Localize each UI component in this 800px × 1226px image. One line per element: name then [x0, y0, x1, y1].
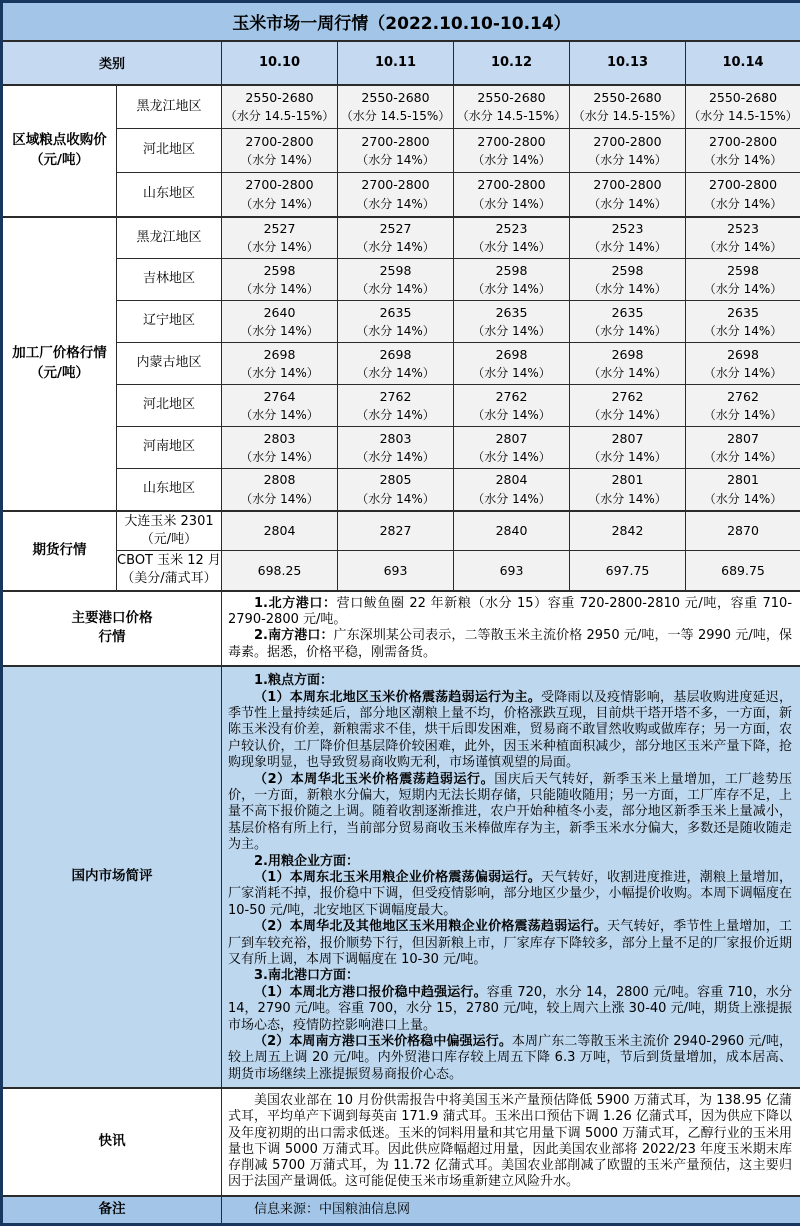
price-cell	[338, 217, 454, 259]
paragraph: 1.北方港口：营口鲅鱼圈 22 年新粮（水分 15）容重 720-2800-2810 元/吨，容重 710-2790-2800 元/吨。	[228, 596, 792, 629]
price-cell	[222, 259, 338, 301]
price-value: 2550-2680	[686, 88, 800, 107]
price-cell	[338, 551, 454, 591]
region-label	[117, 301, 222, 343]
price-cell	[570, 427, 686, 469]
moisture-note: （水分 14%）	[570, 364, 685, 383]
price-cell	[222, 217, 338, 259]
price-cell	[454, 511, 570, 551]
price-value: 2840	[454, 521, 569, 540]
remark-content	[222, 1196, 800, 1225]
region-label-line: 山东地区	[117, 185, 221, 203]
price-value: 693	[454, 561, 569, 580]
ports-section-label	[2, 591, 222, 667]
paragraph: 1.粮点方面：	[228, 673, 792, 689]
price-cell	[570, 385, 686, 427]
price-value: 2635	[454, 303, 569, 322]
price-value: 2698	[454, 345, 569, 364]
price-value: 2804	[222, 521, 337, 540]
section-label-line: 期货行情	[3, 541, 116, 561]
moisture-note: （水分 14%）	[338, 406, 453, 425]
region-label	[117, 259, 222, 301]
column-header-category: 类别	[2, 41, 222, 85]
price-cell	[686, 343, 800, 385]
price-cell	[222, 343, 338, 385]
moisture-note: （水分 14%）	[686, 364, 800, 383]
price-value: 2762	[338, 387, 453, 406]
price-cell	[686, 259, 800, 301]
news-flash-row	[2, 1088, 800, 1195]
section-label-line: 国内市场简评	[3, 867, 221, 887]
price-value: 2842	[570, 521, 685, 540]
price-value: 2808	[222, 470, 337, 489]
price-value: 698.25	[222, 561, 337, 580]
price-value: 2598	[570, 261, 685, 280]
price-cell	[454, 343, 570, 385]
paragraph: 美国农业部在 10 月份供需报告中将美国玉米产量预估降低 5900 万蒲式耳，为 138.95 亿蒲式耳，平均单产下调到每英亩 171.9 蒲式耳。玉米出口预估下调 1.26 亿蒲式耳，因为供应下降以及年度初期的出口需求低迷。玉米的饲料用量和其它用量下调 5000 万蒲式耳，乙醇行业的玉米用量也下调 5000 万蒲式耳。因此供应降幅超过用量，因此美国农业部将 2022/23 年度玉米期末库存削减 5700 万蒲式耳，为 11.72 亿蒲式耳。美国农业部削减了欧盟的玉米产量预估，这主要归因于法国产量调低。这可能促使玉米市场重新建立风险升水。	[228, 1093, 792, 1190]
region-label	[117, 511, 222, 551]
price-value: 2807	[570, 429, 685, 448]
paragraph: （1）本周东北玉米用粮企业价格震荡偏弱运行。天气转好，收割进度推进，潮粮上量增加，厂家消耗不掉，报价稳中下调，但受疫情影响，部分地区少量少，小幅提价收购。本周下调幅度在 10-50 元/吨，北安地区下调幅度最大。	[228, 870, 792, 919]
price-cell	[570, 551, 686, 591]
moisture-note: （水分 14%）	[686, 238, 800, 257]
price-cell	[686, 129, 800, 173]
section-label	[2, 511, 117, 591]
ports-price-row	[2, 591, 800, 667]
paragraph: （2）本周南方港口玉米价格稳中偏强运行。本周广东二等散玉米主流价 2940-2960 元/吨，较上周五上调 20 元/吨。内外贸港口库存较上周五下降 6.3 万吨，节后到货量增加，成本居高、期货市场继续上涨提振贸易商报价心态。	[228, 1034, 792, 1083]
price-cell	[338, 85, 454, 129]
price-cell	[338, 129, 454, 173]
moisture-note: （水分 14%）	[338, 195, 453, 214]
moisture-note: （水分 14%）	[570, 406, 685, 425]
moisture-note: （水分 14%）	[222, 448, 337, 467]
price-cell	[454, 469, 570, 511]
price-cell	[686, 551, 800, 591]
column-header-row	[2, 41, 800, 85]
moisture-note: （水分 14%）	[570, 322, 685, 341]
price-cell	[686, 217, 800, 259]
price-value: 2550-2680	[338, 88, 453, 107]
moisture-note: （水分 14.5-15%）	[570, 107, 685, 126]
price-cell	[454, 385, 570, 427]
price-cell	[338, 511, 454, 551]
region-label-line: 山东地区	[117, 480, 221, 498]
moisture-note: （水分 14%）	[454, 322, 569, 341]
price-value: 2527	[338, 219, 453, 238]
region-label	[117, 385, 222, 427]
price-cell	[686, 469, 800, 511]
price-cell	[222, 511, 338, 551]
price-cell	[686, 301, 800, 343]
price-value: 2598	[454, 261, 569, 280]
moisture-note: （水分 14%）	[454, 490, 569, 509]
price-cell	[570, 259, 686, 301]
moisture-note: （水分 14%）	[222, 238, 337, 257]
price-cell	[222, 129, 338, 173]
news-content	[222, 1088, 800, 1195]
region-label-line: 内蒙古地区	[117, 354, 221, 372]
price-cell	[686, 511, 800, 551]
price-table-row	[2, 85, 800, 129]
price-value: 2807	[686, 429, 800, 448]
price-cell	[570, 129, 686, 173]
moisture-note: （水分 14%）	[686, 195, 800, 214]
price-cell	[454, 129, 570, 173]
price-value: 2801	[686, 470, 800, 489]
region-label	[117, 173, 222, 217]
paragraph: （1）本周东北地区玉米价格震荡趋弱运行为主。受降雨以及疫情影响，基层收购进度延迟，季节性上量持续延后，部分地区潮粮上量不均，价格涨跌互现，目前烘干塔开塔不多，一方面，新陈玉米没有价差，新粮需求不佳，烘干后即发困难，贸易商不敢冒然收购或做库存；另一方面，农户较认价，工厂降价但基层降价较困难，此外，因玉米种植面积减少，部分地区玉米产量下降，抢购现象明显，也导致贸易商收购无利，市场谨慎观望的局面。	[228, 690, 792, 772]
moisture-note: （水分 14%）	[686, 406, 800, 425]
paragraph: 信息来源：中国粮油信息网	[228, 1202, 792, 1218]
region-label-line: （美分/蒲式耳）	[117, 570, 221, 588]
price-cell	[222, 427, 338, 469]
price-value: 2807	[454, 429, 569, 448]
price-value: 2804	[454, 470, 569, 489]
region-label	[117, 129, 222, 173]
moisture-note: （水分 14%）	[338, 448, 453, 467]
moisture-note: （水分 14.5-15%）	[454, 107, 569, 126]
price-cell	[570, 85, 686, 129]
price-table-row	[2, 551, 800, 591]
section-label	[2, 85, 117, 217]
region-label-line: 河南地区	[117, 438, 221, 456]
section-label-line: 主要港口价格	[3, 609, 221, 629]
price-value: 2870	[686, 521, 800, 540]
price-value: 2803	[222, 429, 337, 448]
price-cell	[454, 217, 570, 259]
price-value: 2762	[570, 387, 685, 406]
moisture-note: （水分 14%）	[686, 322, 800, 341]
price-value: 2640	[222, 303, 337, 322]
price-table-row	[2, 301, 800, 343]
section-label-line: 行情	[3, 628, 221, 648]
section-label	[2, 217, 117, 511]
paragraph: 2.南方港口：广东深圳某公司表示，二等散玉米主流价格 2950 元/吨，一等 2990 元/吨，保毒素。据悉，价格平稳，刚需备货。	[228, 628, 792, 661]
moisture-note: （水分 14%）	[570, 448, 685, 467]
price-table-row	[2, 129, 800, 173]
price-cell	[338, 301, 454, 343]
region-label-line: 辽宁地区	[117, 312, 221, 330]
price-table-row	[2, 469, 800, 511]
price-cell	[222, 173, 338, 217]
price-cell	[338, 173, 454, 217]
price-cell	[570, 343, 686, 385]
moisture-note: （水分 14%）	[338, 151, 453, 170]
moisture-note: （水分 14%）	[222, 406, 337, 425]
price-cell	[222, 551, 338, 591]
price-cell	[222, 301, 338, 343]
price-value: 697.75	[570, 561, 685, 580]
price-table-row	[2, 385, 800, 427]
moisture-note: （水分 14%）	[686, 490, 800, 509]
price-cell	[570, 173, 686, 217]
region-label-line: （元/吨）	[117, 531, 221, 549]
remark-row	[2, 1196, 800, 1225]
price-cell	[686, 385, 800, 427]
price-table-row	[2, 427, 800, 469]
moisture-note: （水分 14.5-15%）	[222, 107, 337, 126]
price-table-row	[2, 511, 800, 551]
price-value: 2827	[338, 521, 453, 540]
price-cell	[454, 85, 570, 129]
region-label	[117, 427, 222, 469]
region-label	[117, 343, 222, 385]
paragraph: （2）本周华北及其他地区玉米用粮企业价格震荡趋弱运行。天气转好，季节性上量增加，工厂到车较充裕，报价顺势下行，但因新粮上市，厂家库存下降较多，部分上量不足的厂家报价近期又有所上调，本周下调幅度在 10-30 元/吨。	[228, 919, 792, 968]
price-value: 2762	[686, 387, 800, 406]
price-table-row	[2, 217, 800, 259]
column-header-date-3: 10.12	[454, 41, 570, 85]
moisture-note: （水分 14%）	[222, 364, 337, 383]
moisture-note: （水分 14%）	[338, 364, 453, 383]
moisture-note: （水分 14%）	[338, 490, 453, 509]
domestic-market-review-row	[2, 666, 800, 1088]
news-section-label	[2, 1088, 222, 1195]
price-value: 2523	[454, 219, 569, 238]
moisture-note: （水分 14%）	[570, 238, 685, 257]
moisture-note: （水分 14%）	[686, 448, 800, 467]
moisture-note: （水分 14%）	[222, 151, 337, 170]
price-cell	[570, 301, 686, 343]
price-cell	[570, 217, 686, 259]
price-cell	[570, 469, 686, 511]
moisture-note: （水分 14%）	[570, 151, 685, 170]
price-value: 2764	[222, 387, 337, 406]
price-value: 2700-2800	[570, 175, 685, 194]
price-cell	[222, 385, 338, 427]
moisture-note: （水分 14%）	[570, 280, 685, 299]
review-content	[222, 666, 800, 1088]
price-value: 2550-2680	[570, 88, 685, 107]
section-label-line: （元/吨）	[3, 364, 116, 384]
price-cell	[222, 469, 338, 511]
price-value: 689.75	[686, 561, 800, 580]
price-table-row	[2, 173, 800, 217]
table-body	[2, 2, 800, 1225]
moisture-note: （水分 14%）	[222, 195, 337, 214]
price-cell	[338, 385, 454, 427]
column-header-date-4: 10.13	[570, 41, 686, 85]
moisture-note: （水分 14%）	[222, 322, 337, 341]
moisture-note: （水分 14%）	[338, 322, 453, 341]
price-value: 2700-2800	[338, 175, 453, 194]
price-cell	[338, 259, 454, 301]
moisture-note: （水分 14%）	[570, 195, 685, 214]
moisture-note: （水分 14.5-15%）	[686, 107, 800, 126]
price-cell	[338, 469, 454, 511]
price-value: 2700-2800	[686, 132, 800, 151]
price-value: 2598	[686, 261, 800, 280]
price-cell	[454, 427, 570, 469]
column-header-date-1: 10.10	[222, 41, 338, 85]
price-cell	[338, 427, 454, 469]
region-label-line: 河北地区	[117, 141, 221, 159]
price-cell	[454, 551, 570, 591]
price-value: 2523	[570, 219, 685, 238]
moisture-note: （水分 14%）	[338, 238, 453, 257]
price-value: 2700-2800	[454, 132, 569, 151]
price-cell	[686, 85, 800, 129]
price-cell	[454, 173, 570, 217]
price-value: 2635	[338, 303, 453, 322]
section-label-line: 快讯	[3, 1132, 221, 1152]
price-value: 2635	[686, 303, 800, 322]
region-label-line: 吉林地区	[117, 270, 221, 288]
moisture-note: （水分 14%）	[338, 280, 453, 299]
moisture-note: （水分 14%）	[222, 490, 337, 509]
region-label-line: 大连玉米 2301	[117, 513, 221, 531]
price-value: 2801	[570, 470, 685, 489]
paragraph: 3.南北港口方面：	[228, 968, 792, 984]
moisture-note: （水分 14%）	[454, 195, 569, 214]
section-label-line: 备注	[3, 1200, 221, 1220]
paragraph: （2）本周华北玉米价格震荡趋弱运行。国庆后天气转好，新季玉米上量增加，工厂趁势压价，一方面，新粮水分偏大，短期内无法长期存储，只能随收随用；另一方面，工厂库存不足，上量不高下报价随之上调。随着收割逐渐推进，农户开始种植冬小麦，部分地区新季玉米上量减小，基层价格有所上行，当前部分贸易商收玉米棒做库存为主，新季玉米水分偏大，多数还是随收随走为主。	[228, 772, 792, 854]
region-label-line: 河北地区	[117, 396, 221, 414]
region-label	[117, 551, 222, 591]
column-header-date-5: 10.14	[686, 41, 800, 85]
price-value: 2635	[570, 303, 685, 322]
moisture-note: （水分 14%）	[222, 280, 337, 299]
region-label	[117, 217, 222, 259]
moisture-note: （水分 14%）	[686, 280, 800, 299]
paragraph: （1）本周北方港口报价稳中趋强运行。容重 720，水分 14，2800 元/吨。容重 710，水分 14，2790 元/吨。容重 700，水分 15，2780 元/吨，较上周六上涨 30-40 元/吨，期货上涨提振市场心态，疫情防控影响港口上量。	[228, 985, 792, 1034]
region-label	[117, 469, 222, 511]
price-value: 2700-2800	[222, 175, 337, 194]
remark-section-label	[2, 1196, 222, 1225]
region-label-line: 黑龙江地区	[117, 98, 221, 116]
price-value: 2700-2800	[570, 132, 685, 151]
price-cell	[686, 427, 800, 469]
moisture-note: （水分 14%）	[454, 406, 569, 425]
moisture-note: （水分 14%）	[454, 238, 569, 257]
price-cell	[454, 301, 570, 343]
page-title: 玉米市场一周行情（2022.10.10-10.14）	[2, 2, 800, 41]
ports-content	[222, 591, 800, 667]
price-value: 2698	[570, 345, 685, 364]
price-value: 2805	[338, 470, 453, 489]
price-value: 2700-2800	[454, 175, 569, 194]
price-cell	[686, 173, 800, 217]
price-cell	[222, 85, 338, 129]
price-value: 2698	[686, 345, 800, 364]
moisture-note: （水分 14%）	[454, 151, 569, 170]
price-value: 2550-2680	[222, 88, 337, 107]
section-label-line: （元/吨）	[3, 151, 116, 171]
section-label-line: 加工厂价格行情	[3, 344, 116, 364]
moisture-note: （水分 14%）	[686, 151, 800, 170]
price-value: 2700-2800	[686, 175, 800, 194]
price-value: 2598	[338, 261, 453, 280]
section-label-line: 区域粮点收购价	[3, 131, 116, 151]
price-value: 2523	[686, 219, 800, 238]
price-value: 2698	[338, 345, 453, 364]
moisture-note: （水分 14%）	[454, 364, 569, 383]
price-table-row	[2, 343, 800, 385]
price-value: 2598	[222, 261, 337, 280]
moisture-note: （水分 14%）	[570, 490, 685, 509]
price-value: 2700-2800	[338, 132, 453, 151]
moisture-note: （水分 14%）	[454, 280, 569, 299]
region-label-line: CBOT 玉米 12 月	[117, 552, 221, 570]
price-cell	[570, 511, 686, 551]
moisture-note: （水分 14%）	[454, 448, 569, 467]
price-value: 2803	[338, 429, 453, 448]
paragraph: 2.用粮企业方面：	[228, 854, 792, 870]
region-label-line: 黑龙江地区	[117, 229, 221, 247]
price-value: 693	[338, 561, 453, 580]
price-cell	[454, 259, 570, 301]
price-cell	[338, 343, 454, 385]
price-value: 2762	[454, 387, 569, 406]
price-table-row	[2, 259, 800, 301]
moisture-note: （水分 14.5-15%）	[338, 107, 453, 126]
review-section-label	[2, 666, 222, 1088]
price-value: 2698	[222, 345, 337, 364]
region-label	[117, 85, 222, 129]
column-header-date-2: 10.11	[338, 41, 454, 85]
title-row	[2, 2, 800, 41]
price-value: 2550-2680	[454, 88, 569, 107]
price-value: 2700-2800	[222, 132, 337, 151]
price-value: 2527	[222, 219, 337, 238]
